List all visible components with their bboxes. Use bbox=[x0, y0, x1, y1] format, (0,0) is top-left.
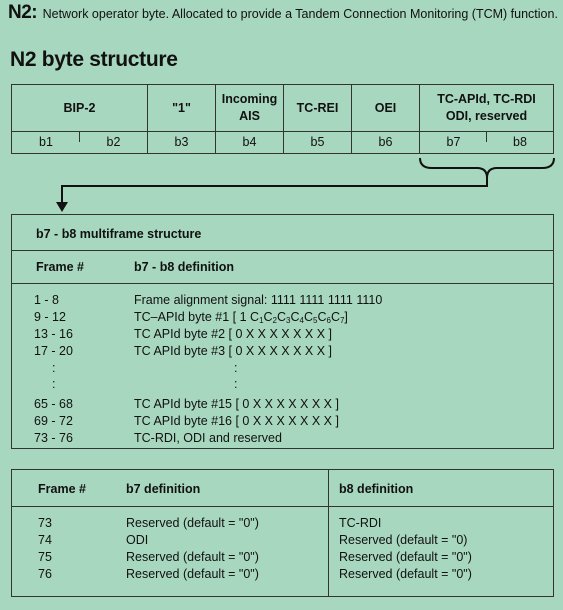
bit-b6: b6 bbox=[352, 132, 420, 153]
mf-frame-ellipsis: : bbox=[52, 377, 56, 391]
bd-b8: Reserved (default = "0") bbox=[339, 550, 472, 564]
mf-def-tc-apid-1: TC–APId byte #1 [ 1 $C_1C_2C_3C_4C_5C_6C_7$] bbox=[134, 310, 348, 325]
mf-def-ellipsis: : bbox=[234, 377, 238, 391]
mf-frame: 1 - 8 bbox=[34, 293, 60, 307]
field-tc-rei: TC-REI bbox=[284, 85, 352, 131]
mf-frame: 73 - 76 bbox=[34, 431, 73, 445]
mf-frame: 65 - 68 bbox=[34, 397, 73, 411]
bd-b7: ODI bbox=[126, 533, 149, 547]
bd-col-frame: Frame # bbox=[38, 482, 86, 496]
bd-b7: Reserved (default = "0") bbox=[126, 567, 259, 581]
mf-def: TC APId byte #3 [ 0 X X X X X X X ] bbox=[134, 344, 333, 358]
bit-b8: b8 bbox=[513, 135, 527, 149]
bit-b2: b2 bbox=[80, 132, 148, 153]
mf-frame: 13 - 16 bbox=[34, 327, 73, 341]
bd-frame: 74 bbox=[38, 533, 52, 547]
bd-frame: 73 bbox=[38, 516, 52, 530]
mf-def: TC APId byte #15 [ 0 X X X X X X X ] bbox=[134, 397, 339, 411]
mf-def: TC-RDI, ODI and reserved bbox=[134, 431, 282, 445]
arrow-head bbox=[56, 202, 68, 212]
bd-b7: Reserved (default = "0") bbox=[126, 516, 259, 530]
brace-arrow bbox=[0, 150, 563, 220]
mf-def: TC APId byte #16 [ 0 X X X X X X X ] bbox=[134, 414, 339, 428]
mf-frame: 69 - 72 bbox=[34, 414, 73, 428]
field-tc-apid: TC-APId, TC-RDI ODI, reserved bbox=[437, 92, 536, 123]
mf-col-frame: Frame # bbox=[36, 260, 84, 274]
bd-b8: TC-RDI bbox=[339, 516, 382, 530]
bd-col-b7: b7 definition bbox=[126, 482, 201, 496]
field-oei: OEI bbox=[352, 85, 420, 131]
intro-line bbox=[8, 2, 558, 24]
bd-frame: 76 bbox=[38, 567, 52, 581]
bit-b5: b5 bbox=[284, 132, 352, 153]
bit-b4: b4 bbox=[216, 132, 284, 153]
bit-definition-table bbox=[11, 469, 554, 597]
mf-frame-ellipsis: : bbox=[52, 361, 56, 375]
bit-b7: b7 bbox=[420, 132, 487, 153]
bd-b8: Reserved (default = "0) bbox=[339, 533, 468, 547]
bit-b3: b3 bbox=[148, 132, 216, 153]
mf-def: Frame alignment signal: 1111 1111 1111 1110 bbox=[134, 293, 383, 307]
bd-b7: Reserved (default = "0") bbox=[126, 550, 259, 564]
mf-col-definition: b7 - b8 definition bbox=[134, 260, 234, 274]
mf-frame: 17 - 20 bbox=[34, 344, 73, 358]
field-incoming-ais: Incoming AIS bbox=[216, 85, 284, 131]
multiframe-table bbox=[11, 214, 554, 449]
field-bip2: BIP-2 bbox=[12, 85, 148, 131]
multiframe-title: b7 - b8 multiframe structure bbox=[36, 227, 202, 241]
field-one: "1" bbox=[148, 85, 216, 131]
mf-def: TC APId byte #2 [ 0 X X X X X X X ] bbox=[134, 327, 333, 341]
mf-def-ellipsis: : bbox=[234, 361, 238, 375]
intro-text: Network operator byte. Allocated to provide a Tandem Connection Monitoring (TCM) function. bbox=[42, 7, 558, 21]
intro-lead: N2: bbox=[8, 2, 38, 23]
section-title: N2 byte structure bbox=[10, 48, 178, 71]
bit-b1: b1 bbox=[12, 132, 80, 153]
n2-byte-table bbox=[11, 84, 554, 154]
bd-frame: 75 bbox=[38, 550, 52, 564]
bd-b8: Reserved (default = "0") bbox=[339, 567, 472, 581]
bit-brace bbox=[420, 158, 554, 178]
connector-line bbox=[62, 178, 487, 204]
bd-col-b8: b8 definition bbox=[339, 482, 414, 496]
mf-frame: 9 - 12 bbox=[34, 310, 66, 324]
